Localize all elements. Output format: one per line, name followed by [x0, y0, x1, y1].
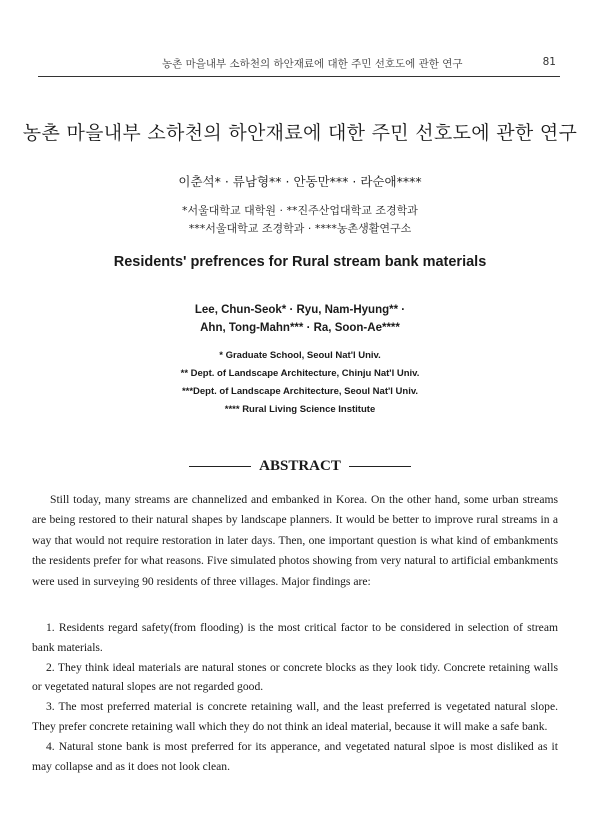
running-header [38, 56, 560, 77]
finding-item: 1. Residents regard safety(from flooding) is the most critical factor to be considered in selection of stream bank materials. [32, 621, 558, 654]
english-affiliation-1: * Graduate School, Seoul Nat'l Univ. [219, 350, 381, 361]
english-title: Residents' prefrences for Rural stream bank materials [113, 254, 487, 270]
abstract-rule-right [349, 466, 411, 467]
english-affiliation-3: ***Dept. of Landscape Architecture, Seoul Nat'l Univ. [181, 386, 419, 397]
finding-item: 3. The most preferred material is concrete retaining wall, and the least preferred is vegetated natural slope. They prefer concrete retaining wall which they do not think an ideal material, because it will make a safe bank. [32, 700, 558, 733]
abstract-rule-left [189, 466, 251, 467]
english-affiliation-2: ** Dept. of Landscape Architecture, Chinju Nat'l Univ. [180, 368, 420, 379]
abstract-heading-label: ABSTRACT [259, 458, 341, 474]
korean-authors: 이춘석* · 류남형** · 안동만*** · 라순애**** [178, 174, 422, 189]
abstract-intro: Still today, many streams are channelized and embanked in Korea. On the other hand, some urban streams are being restored to their natural shapes by landscape planners. It would be better to improve rural streams in a way that would not require restoration in later days. Then, one important question is what kind of embankments the residents prefer for what reasons. Five simulated photos showing from very natural to artificial embankments were used in surveying 90 residents of three villages. Major findings are: [32, 493, 558, 588]
running-title: 농촌 마을내부 소하천의 하안재료에 대한 주민 선호도에 관한 연구 [162, 58, 463, 70]
korean-affiliation-2: ***서울대학교 조경학과 · ****농촌생활연구소 [188, 222, 412, 235]
page-number: 81 [542, 56, 556, 68]
finding-item: 2. They think ideal materials are natural stones or concrete blocks as they look tidy. Concrete retaining walls or vegetated natural slopes are not regarded good. [32, 660, 558, 694]
english-affiliation-4: **** Rural Living Science Institute [224, 404, 376, 415]
abstract-heading [0, 458, 600, 475]
finding-item: 4. Natural stone bank is most preferred for its apperance, and vegetated natural slpoe is most disliked as it may collapse and as it does not look clean. [32, 739, 558, 773]
korean-title: 농촌 마을내부 소하천의 하안재료에 대한 주민 선호도에 관한 연구 [22, 122, 578, 144]
findings-list [32, 618, 558, 776]
korean-affiliation-1: *서울대학교 대학원 · **진주산업대학교 조경학과 [182, 204, 418, 217]
english-authors-line-1: Lee, Chun-Seok* · Ryu, Nam-Hyung** · [194, 304, 406, 316]
english-authors-line-2: Ahn, Tong-Mahn*** · Ra, Soon-Ae**** [200, 322, 400, 334]
